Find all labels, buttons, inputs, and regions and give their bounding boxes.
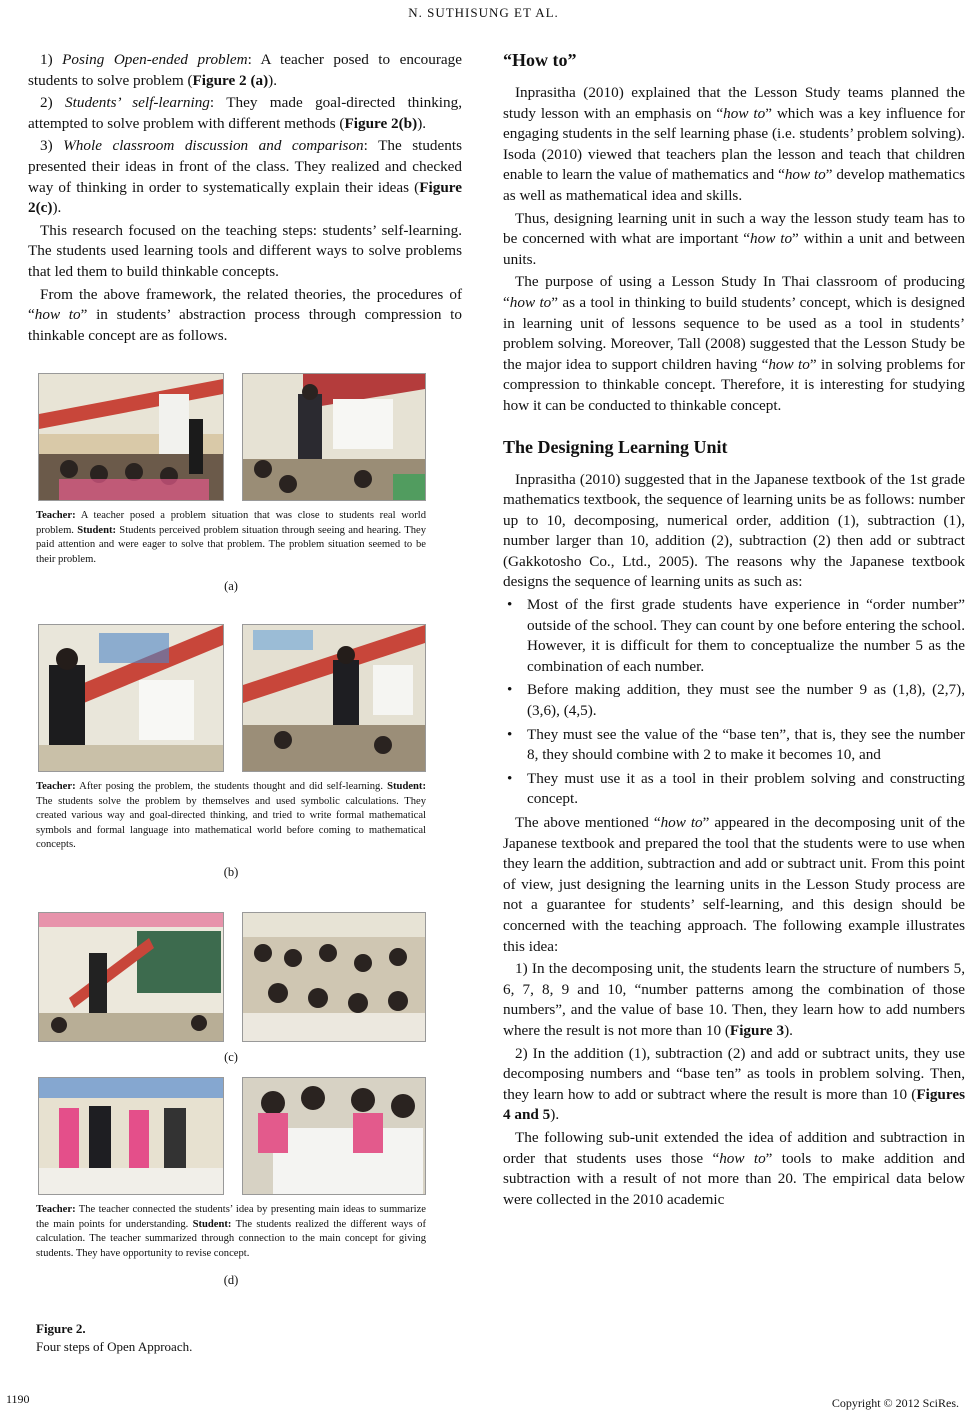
figure-2-caption: Four steps of Open Approach.: [36, 1339, 193, 1354]
list-item: • They must use it as a tool in their problem solving and constructing concept.: [507, 769, 965, 808]
step-2-paragraph: 2) Students’ self-learning: They made goal-directed thinking, attempted to solve problem with different methods (Figure 2(b)).: [28, 94, 463, 132]
framework-paragraph: From the above framework, the related theories, the procedures of “how to” in students’ abstraction process through compression to thinkable concept are as follows.: [28, 285, 462, 344]
how-to-paragraph-2: Thus, designing learning unit in such a way the lesson study team has to be concerned with what are important “how to” within a unit and between units.: [503, 209, 966, 268]
figure-2c: [36, 912, 426, 1065]
list-item: • They must see the value of the “base ten”, that is, they see the number 8, they should combine with 2 to make it becomes 10, and: [507, 725, 965, 764]
figure-2-number: Figure 2.: [36, 1321, 86, 1336]
right-column: [503, 50, 965, 1212]
designing-learning-unit-heading: The Designing Learning Unit: [503, 436, 728, 457]
how-to-paragraph-1: Inprasitha (2010) explained that the Lesson Study teams planned the study lesson with an emphasis on “how to” which was a key influence for engaging students in the self learning phase (i.e. students’ problem solving). Isoda (2010) viewed that teachers plan the lesson and teach that children enable to learn the value of mathematics and “how to” develop mathematics as well as mathematical idea and skills.: [503, 84, 966, 204]
classroom-photo-d1: [38, 1077, 224, 1195]
list-item: • Most of the first grade students have experience in “order number” outside of the school. They can count by one before entering the school. However, it is difficult for them to conceptualize the number 5 as the combination of each number.: [507, 596, 965, 675]
figure-2a-label: (a): [224, 579, 238, 594]
figure-2a-caption: Teacher: A teacher posed a problem situation that was close to students real world problem. Student: Students perceived problem situation through seeing and hearing. They paid attention and were eager to solve that problem. The problem situation seemed to be their problem.: [36, 510, 426, 565]
focus-paragraph: This research focused on the teaching steps: students’ self-learning. The students used learning tools and different ways to solve problems that led them to build thinkable concepts.: [28, 221, 462, 280]
example-2-paragraph: 2) In the addition (1), subtraction (2) and add or subtract units, they use decomposing numbers and “base ten” as tools in problem solving. Then, they learn how to add or subtract where the result is more than 10 (Figures 4 and 5).: [503, 1044, 965, 1124]
left-column: [28, 50, 462, 348]
step-1-paragraph: 1) Posing Open-ended problem: A teacher posed to encourage students to solve problem (Figure 2 (a)).: [28, 51, 462, 89]
figure-2b-caption: Teacher: After posing the problem, the students thought and did self-learning. Student: The students solve the problem by themselves and used symbolic calculations. They created various way and goal-directed thinking, and tried to write formal mathematical symbols and formal language into mathematical world before coming to mathematical concepts.: [36, 781, 426, 851]
figure-2d-label: (d): [223, 1273, 239, 1288]
copyright: Copyright © 2012 SciRes.: [831, 1396, 959, 1410]
page-number: 1190: [6, 1392, 30, 1406]
classroom-photo-c1: [38, 912, 224, 1042]
designing-paragraph: Inprasitha (2010) suggested that in the Japanese textbook of the 1st grade mathematics textbook, the sequence of learning units be as follows: number up to 10, decomposing, numerical order, addition (1), subtraction (1), number larger than 10, addition (2), subtraction (2) then add or subtract (Gakkotosho Co., Ltd., 2005). The reasons why the Japanese textbook designs the sequence of learning units as such as:: [503, 470, 965, 591]
how-to-heading: “How to”: [503, 50, 577, 70]
figure-2b: [36, 624, 426, 880]
decomposing-paragraph: The above mentioned “how to” appeared in the decomposing unit of the Japanese textbook and prepared the tool that the students were to use when they learn the addition, subtraction and add or subtract unit. From this point of view, just designing the learning units in the Lesson Study process are not a guarantee for students’ self-learning, and this design should be concerned with the teaching approach. The following example illustrates this idea:: [503, 814, 965, 955]
reasons-list: [503, 595, 965, 810]
example-1-paragraph: 1) In the decomposing unit, the students learn the structure of numbers 5, 6, 7, 8, 9 and 10, “number patterns among the combination of those numbers”, and the value of base 10. Then, they learn how to add numbers where the result is not more than 10 (Figure 3).: [503, 960, 965, 1039]
how-to-paragraph-3: The purpose of using a Lesson Study In Thai classroom of producing “how to” as a tool in thinking to build students’ concept, which is designed in learning unit of lessons sequence to be used as a tool in students’ problem solving. Moreover, Tall (2008) suggested that the Lesson Study be the major idea to support children having “how to” in solving problems for compression to thinkable concept. Therefore, it is interesting for studying how it can be conducted to thinkable concept.: [503, 273, 965, 414]
classroom-photo-b1: [38, 624, 224, 772]
classroom-photo-b2: [242, 624, 426, 772]
classroom-photo-a2: [242, 373, 426, 501]
list-item: • Before making addition, they must see the number 9 as (1,8), (2,7), (3,6), (4,5).: [507, 681, 965, 720]
figure-2d: [36, 1077, 426, 1288]
figure-2a: [36, 373, 426, 594]
classroom-photo-c2: [242, 912, 426, 1042]
step-3-paragraph: 3) Whole classroom discussion and comparison: The students presented their ideas in front of the class. They realized and checked way of thinking in order to systematically explain their ideas (Figure 2(c)).: [28, 137, 462, 217]
running-header: N. SUTHISUNG ET AL.: [408, 5, 559, 20]
figure-2c-label: (c): [224, 1050, 238, 1064]
sub-unit-paragraph: The following sub-unit extended the idea of addition and subtraction in order that students uses those “how to” tools to make addition and subtraction with a result of not more than 20. The empirical data below were collected in the 2010 academic: [503, 1128, 965, 1208]
classroom-photo-a1: [38, 373, 224, 501]
figure-2b-label: (b): [223, 864, 239, 879]
classroom-photo-d2: [242, 1077, 426, 1195]
figure-2-title: [36, 1320, 192, 1356]
figure-2d-caption: Teacher: The teacher connected the students’ idea by presenting main ideas to summarize the main points for understanding. Student: The students realized the different ways of calculation. The teacher summarized through connection to the main concept for giving students. They have opportunity to revise concept.: [36, 1204, 426, 1259]
